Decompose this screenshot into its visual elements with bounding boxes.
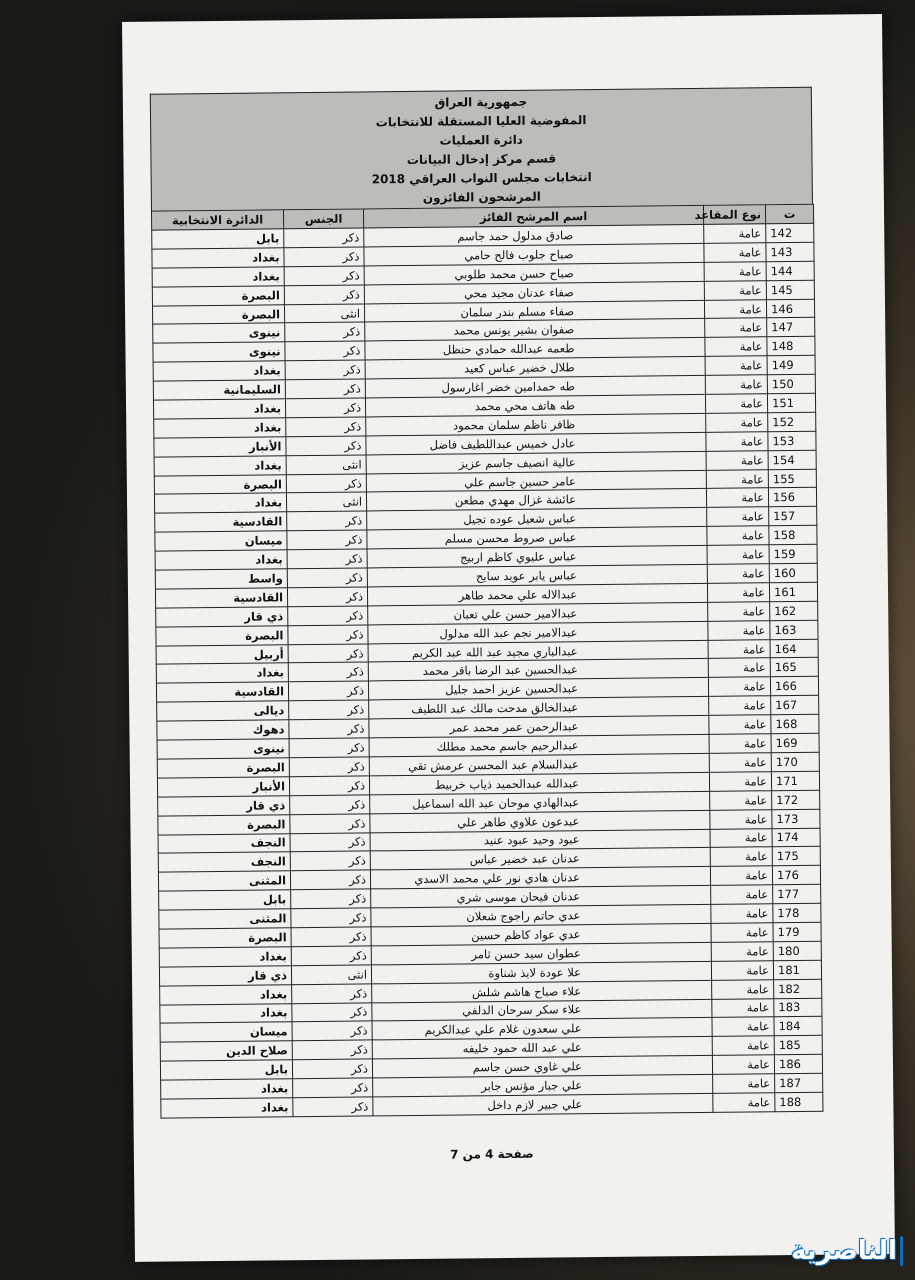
seat-type-cell: عامة — [709, 772, 771, 792]
seat-type-cell: عامة — [708, 620, 770, 640]
gender-cell: ذكر — [290, 851, 370, 871]
district-cell: بغداد — [160, 984, 292, 1004]
seat-type-cell: عامة — [708, 602, 770, 622]
seat-type-cell: عامة — [713, 1093, 775, 1113]
candidate-name-cell: عائشة غزال مهدي مطعن — [366, 489, 706, 511]
seat-type-cell: عامة — [713, 1074, 775, 1094]
seat-type-cell: عامة — [707, 564, 769, 584]
district-cell: بغداد — [153, 361, 285, 381]
gender-cell: ذكر — [291, 946, 371, 966]
candidate-name-cell: علي سعدون غلام علي عبدالكريم — [372, 1018, 712, 1040]
gender-cell: ذكر — [288, 681, 368, 701]
seat-type-cell: عامة — [704, 280, 766, 300]
gender-cell: ذكر — [290, 832, 370, 852]
seat-type-cell: عامة — [705, 356, 767, 376]
page-number: صفحة 4 من 7 — [449, 1146, 534, 1162]
district-cell: بغداد — [153, 399, 285, 419]
row-number-cell: 166 — [770, 677, 818, 696]
row-number-cell: 147 — [767, 318, 815, 337]
candidate-name-cell: عباس شعيل عوده تجيل — [367, 508, 707, 530]
seat-type-cell: عامة — [707, 545, 769, 565]
row-number-cell: 174 — [772, 828, 820, 847]
gender-cell: ذكر — [292, 1040, 372, 1060]
seat-type-cell: عامة — [710, 828, 772, 848]
row-number-cell: 165 — [770, 658, 818, 677]
candidate-name-cell: عبود وحيد عبود عنيد — [370, 829, 710, 851]
district-cell: بغداد — [161, 1098, 293, 1118]
gender-cell: ذكر — [288, 625, 368, 645]
row-number-cell: 178 — [773, 903, 821, 922]
gender-cell: ذكر — [287, 530, 367, 550]
candidate-name-cell: علي غاوي حسن جاسم — [372, 1056, 712, 1078]
seat-type-cell: عامة — [706, 469, 768, 489]
seat-type-cell: عامة — [712, 979, 774, 999]
district-cell: بغداد — [152, 248, 284, 268]
row-number-cell: 171 — [771, 771, 819, 790]
seat-type-cell: عامة — [705, 394, 767, 414]
gender-cell: ذكر — [284, 285, 364, 305]
seat-type-cell: عامة — [704, 262, 766, 282]
candidate-name-cell: صباح حسن محمد طلوبي — [364, 262, 704, 284]
seat-type-cell: عامة — [711, 904, 773, 924]
district-cell: واسط — [155, 569, 287, 589]
row-number-cell: 173 — [772, 809, 820, 828]
gender-cell: ذكر — [289, 719, 369, 739]
gender-cell: ذكر — [291, 908, 371, 928]
candidate-name-cell: عبدالامير نجم عبد الله مدلول — [368, 621, 708, 643]
candidate-name-cell: علاء سكر سرحان الدلفي — [372, 999, 712, 1021]
row-number-cell: 183 — [774, 998, 822, 1017]
gender-cell: ذكر — [287, 587, 367, 607]
row-number-cell: 177 — [773, 884, 821, 903]
gender-cell: ذكر — [290, 870, 370, 890]
gender-cell: انثى — [284, 304, 364, 324]
gender-cell: ذكر — [291, 889, 371, 909]
logo-text: الناصرية — [791, 1236, 897, 1266]
row-number-cell: 188 — [775, 1092, 823, 1111]
logo-mark-icon — [900, 1236, 903, 1266]
district-cell: بغداد — [161, 1079, 293, 1099]
seat-type-cell: عامة — [707, 526, 769, 546]
row-number-cell: 162 — [770, 601, 818, 620]
gender-cell: ذكر — [292, 1002, 372, 1022]
gender-cell: ذكر — [284, 247, 364, 267]
district-cell: البصرة — [158, 814, 290, 834]
gender-cell: ذكر — [284, 266, 364, 286]
candidate-name-cell: عامر حسين جاسم علي — [366, 470, 706, 492]
candidate-name-cell: طه حمدامين خضر اغارسول — [365, 376, 705, 398]
district-cell: بغداد — [159, 947, 291, 967]
district-cell: نينوى — [153, 342, 285, 362]
seat-type-cell: عامة — [709, 696, 771, 716]
candidate-name-cell: صفاء مسلم بندر سلمان — [364, 300, 704, 322]
col-header-district: الدائرة الانتخابية — [152, 210, 284, 230]
winners-table — [151, 204, 823, 1119]
seat-type-cell: عامة — [711, 960, 773, 980]
row-number-cell: 151 — [767, 393, 815, 412]
row-number-cell: 145 — [766, 280, 814, 299]
row-number-cell: 164 — [770, 639, 818, 658]
candidate-name-cell: علي جبير لازم داخل — [373, 1093, 713, 1115]
seat-type-cell: عامة — [705, 337, 767, 357]
seat-type-cell: عامة — [708, 658, 770, 678]
district-cell: السليمانية — [153, 380, 285, 400]
document-body — [150, 87, 823, 1165]
seat-type-cell: عامة — [712, 1017, 774, 1037]
row-number-cell: 170 — [771, 752, 819, 771]
district-cell: المثنى — [158, 871, 290, 891]
row-number-cell: 175 — [772, 847, 820, 866]
district-cell: بغداد — [154, 455, 286, 475]
district-cell: القادسية — [156, 682, 288, 702]
candidate-name-cell: عبدالحسين عزيز احمد جليل — [368, 678, 708, 700]
row-number-cell: 187 — [775, 1073, 823, 1092]
candidate-name-cell: علي جبار مؤنس جابر — [373, 1074, 713, 1096]
candidate-name-cell: عباس يابر عويد سايح — [367, 564, 707, 586]
candidate-name-cell: علي عبد الله حمود خليفه — [372, 1037, 712, 1059]
candidate-name-cell: صباح جلوب فالح حامي — [364, 243, 704, 265]
gender-cell: ذكر — [290, 795, 370, 815]
district-cell: دهوك — [157, 720, 289, 740]
row-number-cell: 172 — [772, 790, 820, 809]
candidate-name-cell: عباس صروط محسن مسلم — [367, 527, 707, 549]
gender-cell: ذكر — [289, 776, 369, 796]
header-line-1: جمهورية العراق — [434, 94, 528, 110]
gender-cell: ذكر — [293, 1078, 373, 1098]
seat-type-cell: عامة — [705, 318, 767, 338]
gender-cell: ذكر — [289, 700, 369, 720]
candidate-name-cell: عبدالله عبدالحميد ذياب خربيط — [369, 772, 709, 794]
candidate-name-cell: طلال خضير عباس كعيد — [365, 357, 705, 379]
header-line-2: المفوضية العليا المستقلة للانتخابات — [375, 113, 587, 130]
row-number-cell: 185 — [774, 1035, 822, 1054]
row-number-cell: 168 — [771, 714, 819, 733]
candidate-name-cell: صفاء عدنان مجيد محي — [364, 281, 704, 303]
row-number-cell: 179 — [773, 922, 821, 941]
candidate-name-cell: علا عودة لايذ شناوة — [371, 961, 711, 983]
district-cell: البصرة — [156, 625, 288, 645]
candidate-name-cell: ظافر ناظم سلمان محمود — [366, 413, 706, 435]
gender-cell: ذكر — [285, 360, 365, 380]
row-number-cell: 154 — [768, 450, 816, 469]
candidate-name-cell: عبدالاله علي محمد طاهر — [367, 583, 707, 605]
seat-type-cell: عامة — [712, 1036, 774, 1056]
seat-type-cell: عامة — [709, 753, 771, 773]
row-number-cell: 163 — [770, 620, 818, 639]
district-cell: بغداد — [155, 550, 287, 570]
col-header-number: ت — [765, 204, 813, 224]
candidate-name-cell: عدي عواد كاظم حسين — [371, 923, 711, 945]
gender-cell: ذكر — [289, 738, 369, 758]
candidate-name-cell: صفوان بشير يونس محمد — [365, 319, 705, 341]
seat-type-cell: عامة — [706, 488, 768, 508]
seat-type-cell: عامة — [710, 790, 772, 810]
candidate-name-cell: عادل خميس عبداللطيف فاضل — [366, 432, 706, 454]
gender-cell: ذكر — [286, 417, 366, 437]
seat-type-cell: عامة — [704, 299, 766, 319]
header-line-3: دائرة العمليات — [439, 132, 524, 148]
row-number-cell: 142 — [766, 223, 814, 242]
district-cell: ميسان — [155, 531, 287, 551]
seat-type-cell: عامة — [712, 1055, 774, 1075]
district-cell: القادسية — [155, 512, 287, 532]
district-cell: البصرة — [152, 304, 284, 324]
candidate-name-cell: عدنان فيحان موسى شري — [371, 886, 711, 908]
district-cell: أربيل — [156, 644, 288, 664]
row-number-cell: 156 — [768, 488, 816, 507]
candidate-name-cell: علاء صباح هاشم شلش — [372, 980, 712, 1002]
row-number-cell: 176 — [772, 865, 820, 884]
district-cell: نينوى — [157, 739, 289, 759]
district-cell: بابل — [159, 890, 291, 910]
seat-type-cell: عامة — [706, 432, 768, 452]
gender-cell: ذكر — [288, 606, 368, 626]
gender-cell: انثى — [286, 492, 366, 512]
seat-type-cell: عامة — [706, 450, 768, 470]
district-cell: الأنبار — [154, 437, 286, 457]
seat-type-cell: عامة — [708, 639, 770, 659]
district-cell: بغداد — [152, 267, 284, 287]
row-number-cell: 153 — [768, 431, 816, 450]
col-header-gender: الجنس — [283, 209, 363, 229]
district-cell: ذي قار — [159, 965, 291, 985]
seat-type-cell: عامة — [711, 885, 773, 905]
district-cell: ذي قار — [158, 795, 290, 815]
row-number-cell: 180 — [773, 941, 821, 960]
district-cell: نينوى — [153, 323, 285, 343]
seat-type-cell: عامة — [706, 413, 768, 433]
row-number-cell: 169 — [771, 733, 819, 752]
seat-type-cell: عامة — [710, 847, 772, 867]
candidate-name-cell: عبدالهادي موحان عبد الله اسماعيل — [370, 791, 710, 813]
district-cell: بابل — [152, 229, 284, 249]
district-cell: بغداد — [154, 418, 286, 438]
gender-cell: ذكر — [285, 322, 365, 342]
row-number-cell: 149 — [767, 355, 815, 374]
candidate-name-cell: عبدالامير حسن علي تعبان — [368, 602, 708, 624]
row-number-cell: 146 — [766, 299, 814, 318]
row-number-cell: 186 — [774, 1054, 822, 1073]
row-number-cell: 159 — [769, 544, 817, 563]
candidate-name-cell: صادق مدلول حمد جاسم — [364, 224, 704, 246]
gender-cell: ذكر — [286, 436, 366, 456]
district-cell: بغداد — [160, 1003, 292, 1023]
candidate-name-cell: عباس عليوي كاظم اربيج — [367, 546, 707, 568]
gender-cell: ذكر — [288, 662, 368, 682]
row-number-cell: 184 — [774, 1017, 822, 1036]
district-cell: الأنبار — [157, 777, 289, 797]
gender-cell: ذكر — [291, 927, 371, 947]
district-cell: ذي قار — [156, 607, 288, 627]
row-number-cell: 148 — [767, 337, 815, 356]
district-cell: البصرة — [159, 928, 291, 948]
seat-type-cell: عامة — [707, 507, 769, 527]
district-cell: البصرة — [157, 758, 289, 778]
row-number-cell: 182 — [774, 979, 822, 998]
col-header-seat-type: نوع المقاعد — [703, 205, 765, 225]
row-number-cell: 181 — [773, 960, 821, 979]
seat-type-cell: عامة — [709, 715, 771, 735]
seat-type-cell: عامة — [710, 809, 772, 829]
row-number-cell: 161 — [769, 582, 817, 601]
candidate-name-cell: عالية انصيف جاسم عزيز — [366, 451, 706, 473]
row-number-cell: 167 — [771, 695, 819, 714]
candidate-name-cell: عدنان هادي نور علي محمد الاسدي — [370, 867, 710, 889]
gender-cell: ذكر — [287, 549, 367, 569]
gender-cell: ذكر — [286, 474, 366, 494]
seat-type-cell: عامة — [709, 734, 771, 754]
gender-cell: ذكر — [290, 814, 370, 834]
district-cell: القادسية — [155, 588, 287, 608]
district-cell: صلاح الدين — [160, 1041, 292, 1061]
candidate-name-cell: عبدالحسين عبد الرضا باقر محمد — [368, 659, 708, 681]
candidate-name-cell: عبدالسلام عبد المحسن عرمش تقي — [369, 753, 709, 775]
gender-cell: ذكر — [292, 1059, 372, 1079]
seat-type-cell: عامة — [705, 375, 767, 395]
table-body — [152, 223, 823, 1118]
candidate-name-cell: عبدالخالق مدحت مالك عبد اللطيف — [369, 697, 709, 719]
gender-cell: ذكر — [289, 757, 369, 777]
gender-cell: ذكر — [285, 379, 365, 399]
candidate-name-cell: عبدالرحيم جاسم محمد مطلك — [369, 734, 709, 756]
row-number-cell: 150 — [767, 374, 815, 393]
gender-cell: ذكر — [285, 398, 365, 418]
row-number-cell: 160 — [769, 563, 817, 582]
district-cell: البصرة — [152, 285, 284, 305]
row-number-cell: 144 — [766, 261, 814, 280]
candidate-name-cell: عبدعون علاوي طاهر علي — [370, 810, 710, 832]
seat-type-cell: عامة — [707, 583, 769, 603]
seat-type-cell: عامة — [704, 224, 766, 244]
header-line-6: المرشحون الفائزون — [422, 189, 541, 205]
district-cell: بابل — [160, 1060, 292, 1080]
candidate-name-cell: عبدالرحمن عمر محمد عمر — [369, 716, 709, 738]
gender-cell: ذكر — [287, 511, 367, 531]
candidate-name-cell: عدي حاتم راجوج شعلان — [371, 904, 711, 926]
district-cell: ميسان — [160, 1022, 292, 1042]
district-cell: بغداد — [156, 663, 288, 683]
gender-cell: ذكر — [284, 228, 364, 248]
gender-cell: ذكر — [293, 1097, 373, 1117]
row-number-cell: 158 — [769, 525, 817, 544]
document-page — [122, 14, 895, 1262]
gender-cell: ذكر — [288, 644, 368, 664]
district-cell: بغداد — [154, 493, 286, 513]
row-number-cell: 157 — [769, 507, 817, 526]
watermark-logo — [791, 1232, 903, 1270]
header-line-5: انتخابات مجلس النواب العراقي 2018 — [371, 170, 592, 187]
row-number-cell: 143 — [766, 242, 814, 261]
gender-cell: انثى — [286, 455, 366, 475]
seat-type-cell: عامة — [711, 942, 773, 962]
gender-cell: ذكر — [292, 984, 372, 1004]
row-number-cell: 152 — [768, 412, 816, 431]
district-cell: ديالى — [157, 701, 289, 721]
district-cell: النجف — [158, 852, 290, 872]
seat-type-cell: عامة — [711, 923, 773, 943]
gender-cell: انثى — [291, 965, 371, 985]
seat-type-cell: عامة — [704, 243, 766, 263]
col-header-candidate: اسم المرشح الفائز — [363, 205, 703, 228]
district-cell: المثنى — [159, 909, 291, 929]
district-cell: البصرة — [154, 474, 286, 494]
candidate-name-cell: طه هاتف محي محمد — [365, 394, 705, 416]
seat-type-cell: عامة — [710, 866, 772, 886]
candidate-name-cell: طعمه عبدالله حمادي حنظل — [365, 338, 705, 360]
gender-cell: ذكر — [292, 1021, 372, 1041]
gender-cell: ذكر — [285, 341, 365, 361]
row-number-cell: 155 — [768, 469, 816, 488]
seat-type-cell: عامة — [712, 998, 774, 1018]
header-line-4: قسم مركز إدخال البيانات — [406, 151, 557, 168]
candidate-name-cell: عدنان عبد خضير عباس — [370, 848, 710, 870]
gender-cell: ذكر — [287, 568, 367, 588]
district-cell: النجف — [158, 833, 290, 853]
candidate-name-cell: عبدالباري مجيد عبد الله عبد الكريم — [368, 640, 708, 662]
document-header — [150, 87, 813, 211]
seat-type-cell: عامة — [708, 677, 770, 697]
candidate-name-cell: عطوان سيد حسن ثامر — [371, 942, 711, 964]
